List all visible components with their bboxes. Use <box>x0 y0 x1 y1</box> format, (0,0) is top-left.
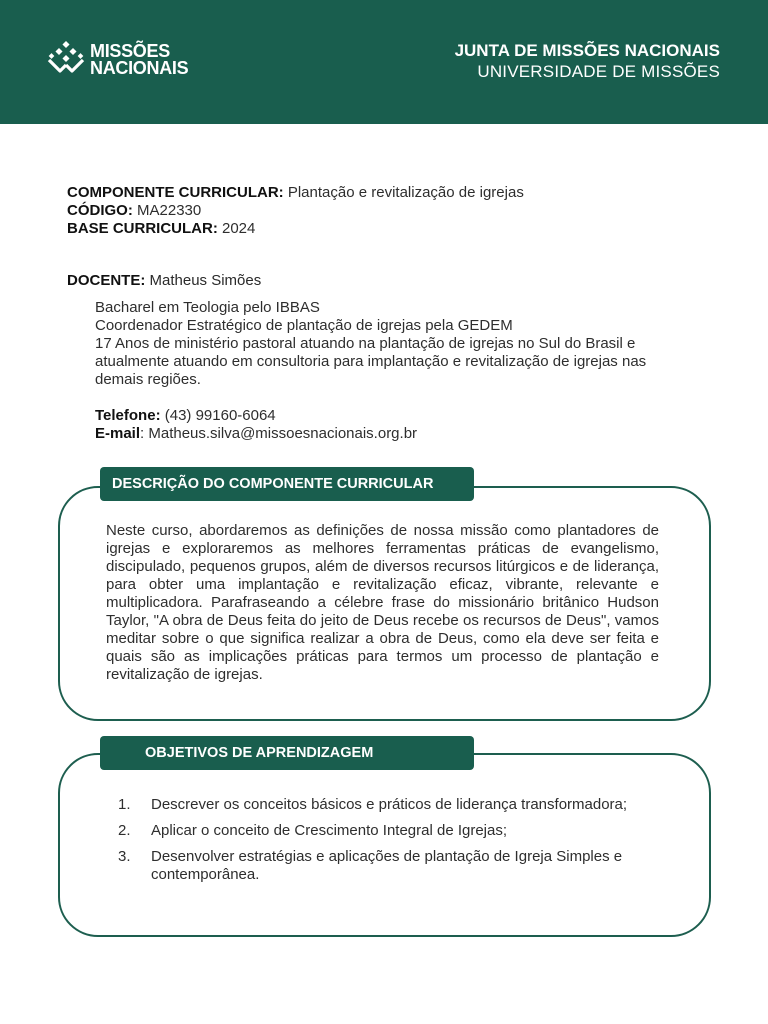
bio-line: 17 Anos de ministério pastoral atuando na plantação de igrejas no Sul do Brasil e atualmente atuando em consultoria para implantação e revitalização de igrejas nas demais regiões. <box>95 335 647 388</box>
teacher-name: Matheus Simões <box>149 272 262 289</box>
component-label: COMPONENTE CURRICULAR: <box>67 184 284 201</box>
component-value: Plantação e revitalização de igrejas <box>287 184 524 201</box>
code-label: CÓDIGO: <box>67 202 133 219</box>
list-item <box>118 796 658 814</box>
logo-line-2: NACIONAIS <box>90 58 189 78</box>
teacher-contact <box>95 407 417 443</box>
base-row <box>67 220 524 238</box>
item-text: Aplicar o conceito de Crescimento Integral de Igrejas; <box>151 822 508 839</box>
organization-subtitle: UNIVERSIDADE DE MISSÕES <box>477 62 720 81</box>
base-label: BASE CURRICULAR: <box>67 220 218 237</box>
base-value: 2024 <box>222 220 256 237</box>
bio-line: Coordenador Estratégico de plantação de igrejas pela GEDEM <box>95 317 513 334</box>
email-label: E-mail <box>95 425 141 442</box>
organization-name: JUNTA DE MISSÕES NACIONAIS <box>454 41 720 60</box>
phone-label: Telefone: <box>95 407 161 424</box>
page-header <box>0 0 768 124</box>
phone-value: (43) 99160-6064 <box>164 407 276 424</box>
code-value: MA22330 <box>137 202 202 219</box>
item-number: 2. <box>118 822 131 839</box>
code-row <box>67 202 524 220</box>
list-item <box>118 848 658 884</box>
item-text: Desenvolver estratégias e aplicações de plantação de Igreja Simples e contemporânea. <box>151 848 623 883</box>
bio-line: Bacharel em Teologia pelo IBBAS <box>95 299 320 316</box>
logo-mark-icon <box>46 40 86 80</box>
header-titles <box>455 40 720 83</box>
item-number: 3. <box>118 848 131 865</box>
logo-line-1: MISSÕES <box>90 41 170 61</box>
description-text: Neste curso, abordaremos as definições de nossa missão como plantadores de igrejas e exploraremos as melhores ferramentas práticas de evangelismo, discipulado, pequenos grupos, além de diversos recursos litúrgicos e de liderança, para obter uma implantação e revitalização eficaz, vibrante, relevante e multiplicadora. Parafraseando a célebre frase do missionário britânico Hudson Taylor, "A obra de Deus feita do jeito de Deus recebe os recursos de Deus", vamos meditar sobre o que significa realizar a obra de Deus, como ela deve ser feita e quais são as implicações práticas para termos um processo de plantação e revitalização de igrejas. <box>106 522 659 683</box>
item-text: Descrever os conceitos básicos e práticos de liderança transformadora; <box>151 796 628 813</box>
missoes-nacionais-logo <box>46 40 188 80</box>
logo-text <box>90 43 188 77</box>
teacher-label: DOCENTE: <box>67 272 146 289</box>
course-info <box>67 184 524 238</box>
objectives-list <box>118 796 658 892</box>
phone-row <box>95 407 417 425</box>
component-row <box>67 184 524 202</box>
objectives-heading: OBJETIVOS DE APRENDIZAGEM <box>100 736 474 770</box>
teacher-row <box>67 272 261 290</box>
email-row: E-mail: Matheus.silva@missoesnacionais.org.br <box>95 425 418 442</box>
email-value: Matheus.silva@missoesnacionais.org.br <box>148 425 418 442</box>
teacher-bio <box>95 299 655 389</box>
description-heading: DESCRIÇÃO DO COMPONENTE CURRICULAR <box>100 467 474 501</box>
list-item <box>118 822 658 840</box>
item-number: 1. <box>118 796 131 813</box>
